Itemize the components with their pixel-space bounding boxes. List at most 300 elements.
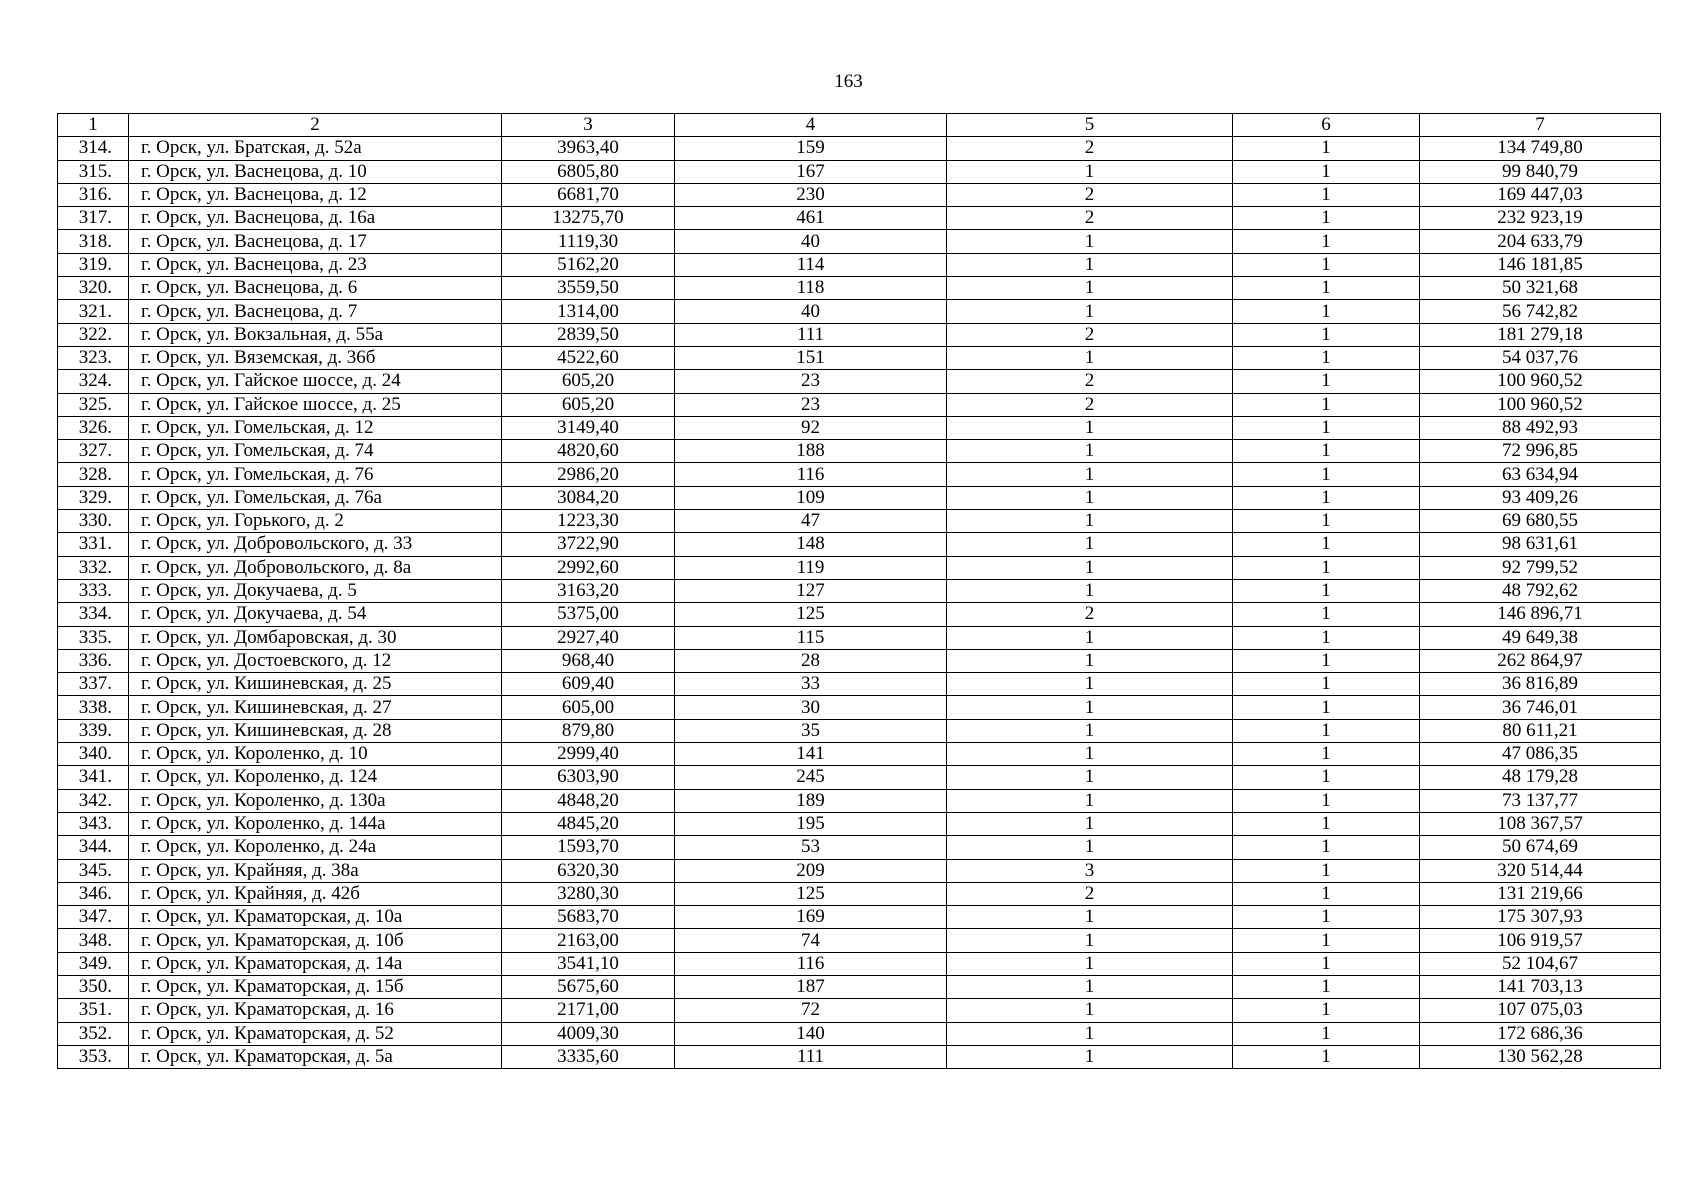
col6-cell: 1	[1233, 999, 1420, 1022]
row-number-cell: 337.	[58, 673, 129, 696]
area-cell: 6320,30	[502, 859, 675, 882]
area-cell: 968,40	[502, 649, 675, 672]
row-number-cell: 330.	[58, 510, 129, 533]
address-cell: г. Орск, ул. Гомельская, д. 76а	[129, 486, 502, 509]
amount-cell: 108 367,57	[1420, 812, 1661, 835]
area-cell: 3541,10	[502, 952, 675, 975]
amount-cell: 99 840,79	[1420, 160, 1661, 183]
col6-cell: 1	[1233, 183, 1420, 206]
amount-cell: 80 611,21	[1420, 719, 1661, 742]
col5-cell: 2	[947, 393, 1233, 416]
area-cell: 1314,00	[502, 300, 675, 323]
residents-cell: 127	[675, 579, 947, 602]
address-cell: г. Орск, ул. Докучаева, д. 5	[129, 579, 502, 602]
residents-cell: 30	[675, 696, 947, 719]
table-row	[58, 370, 1661, 393]
residents-cell: 111	[675, 1045, 947, 1068]
table-row	[58, 160, 1661, 183]
residents-cell: 23	[675, 393, 947, 416]
table-row	[58, 836, 1661, 859]
area-cell: 3163,20	[502, 579, 675, 602]
col5-cell: 1	[947, 929, 1233, 952]
area-cell: 4522,60	[502, 346, 675, 369]
row-number-cell: 332.	[58, 556, 129, 579]
area-cell: 2986,20	[502, 463, 675, 486]
col6-cell: 1	[1233, 882, 1420, 905]
amount-cell: 56 742,82	[1420, 300, 1661, 323]
area-cell: 879,80	[502, 719, 675, 742]
col5-cell: 1	[947, 743, 1233, 766]
address-cell: г. Орск, ул. Короленко, д. 10	[129, 743, 502, 766]
residents-cell: 111	[675, 323, 947, 346]
residents-cell: 92	[675, 416, 947, 439]
row-number-cell: 316.	[58, 183, 129, 206]
row-number-cell: 334.	[58, 603, 129, 626]
address-cell: г. Орск, ул. Добровольского, д. 33	[129, 533, 502, 556]
address-cell: г. Орск, ул. Васнецова, д. 10	[129, 160, 502, 183]
area-cell: 13275,70	[502, 207, 675, 230]
col6-cell: 1	[1233, 137, 1420, 160]
address-cell: г. Орск, ул. Краматорская, д. 10б	[129, 929, 502, 952]
amount-cell: 73 137,77	[1420, 789, 1661, 812]
residents-cell: 169	[675, 906, 947, 929]
amount-cell: 49 649,38	[1420, 626, 1661, 649]
address-cell: г. Орск, ул. Васнецова, д. 12	[129, 183, 502, 206]
residents-cell: 125	[675, 603, 947, 626]
residents-cell: 72	[675, 999, 947, 1022]
area-cell: 5675,60	[502, 975, 675, 998]
address-cell: г. Орск, ул. Васнецова, д. 23	[129, 253, 502, 276]
residents-cell: 167	[675, 160, 947, 183]
row-number-cell: 314.	[58, 137, 129, 160]
residents-cell: 461	[675, 207, 947, 230]
col6-cell: 1	[1233, 393, 1420, 416]
residents-cell: 118	[675, 277, 947, 300]
amount-cell: 146 896,71	[1420, 603, 1661, 626]
address-cell: г. Орск, ул. Гайское шоссе, д. 24	[129, 370, 502, 393]
row-number-cell: 315.	[58, 160, 129, 183]
area-cell: 2171,00	[502, 999, 675, 1022]
amount-cell: 175 307,93	[1420, 906, 1661, 929]
residents-cell: 115	[675, 626, 947, 649]
address-cell: г. Орск, ул. Вяземская, д. 36б	[129, 346, 502, 369]
area-cell: 605,20	[502, 393, 675, 416]
residents-cell: 159	[675, 137, 947, 160]
col5-cell: 1	[947, 836, 1233, 859]
row-number-cell: 333.	[58, 579, 129, 602]
amount-cell: 36 816,89	[1420, 673, 1661, 696]
column-header-2: 2	[129, 114, 502, 137]
table-row	[58, 975, 1661, 998]
address-cell: г. Орск, ул. Достоевского, д. 12	[129, 649, 502, 672]
address-cell: г. Орск, ул. Короленко, д. 24а	[129, 836, 502, 859]
amount-cell: 47 086,35	[1420, 743, 1661, 766]
amount-cell: 141 703,13	[1420, 975, 1661, 998]
row-number-cell: 353.	[58, 1045, 129, 1068]
area-cell: 1593,70	[502, 836, 675, 859]
col5-cell: 2	[947, 370, 1233, 393]
address-cell: г. Орск, ул. Крайняя, д. 42б	[129, 882, 502, 905]
col5-cell: 1	[947, 300, 1233, 323]
table-row	[58, 463, 1661, 486]
amount-cell: 169 447,03	[1420, 183, 1661, 206]
col5-cell: 1	[947, 999, 1233, 1022]
table-row	[58, 719, 1661, 742]
table-row	[58, 137, 1661, 160]
amount-cell: 98 631,61	[1420, 533, 1661, 556]
amount-cell: 100 960,52	[1420, 393, 1661, 416]
residents-cell: 187	[675, 975, 947, 998]
col5-cell: 2	[947, 603, 1233, 626]
row-number-cell: 343.	[58, 812, 129, 835]
amount-cell: 172 686,36	[1420, 1022, 1661, 1045]
amount-cell: 63 634,94	[1420, 463, 1661, 486]
amount-cell: 262 864,97	[1420, 649, 1661, 672]
address-cell: г. Орск, ул. Вокзальная, д. 55а	[129, 323, 502, 346]
row-number-cell: 320.	[58, 277, 129, 300]
page-number: 163	[834, 71, 863, 92]
table-header	[58, 114, 1661, 137]
col5-cell: 2	[947, 323, 1233, 346]
table-row	[58, 556, 1661, 579]
address-cell: г. Орск, ул. Кишиневская, д. 25	[129, 673, 502, 696]
amount-cell: 88 492,93	[1420, 416, 1661, 439]
table-row	[58, 510, 1661, 533]
table-row	[58, 183, 1661, 206]
col5-cell: 2	[947, 137, 1233, 160]
amount-cell: 131 219,66	[1420, 882, 1661, 905]
col5-cell: 1	[947, 766, 1233, 789]
col6-cell: 1	[1233, 952, 1420, 975]
area-cell: 3280,30	[502, 882, 675, 905]
row-number-cell: 336.	[58, 649, 129, 672]
address-cell: г. Орск, ул. Краматорская, д. 15б	[129, 975, 502, 998]
amount-cell: 50 321,68	[1420, 277, 1661, 300]
row-number-cell: 319.	[58, 253, 129, 276]
amount-cell: 93 409,26	[1420, 486, 1661, 509]
amount-cell: 100 960,52	[1420, 370, 1661, 393]
residents-cell: 40	[675, 230, 947, 253]
column-header-6: 6	[1233, 114, 1420, 137]
row-number-cell: 348.	[58, 929, 129, 952]
area-cell: 2927,40	[502, 626, 675, 649]
table-row	[58, 789, 1661, 812]
area-cell: 1223,30	[502, 510, 675, 533]
col6-cell: 1	[1233, 603, 1420, 626]
col6-cell: 1	[1233, 346, 1420, 369]
col5-cell: 1	[947, 579, 1233, 602]
col6-cell: 1	[1233, 510, 1420, 533]
column-header-4: 4	[675, 114, 947, 137]
address-cell: г. Орск, ул. Краматорская, д. 10а	[129, 906, 502, 929]
col5-cell: 1	[947, 696, 1233, 719]
area-cell: 2992,60	[502, 556, 675, 579]
residents-cell: 116	[675, 463, 947, 486]
col6-cell: 1	[1233, 812, 1420, 835]
address-cell: г. Орск, ул. Домбаровская, д. 30	[129, 626, 502, 649]
row-number-cell: 341.	[58, 766, 129, 789]
residents-cell: 141	[675, 743, 947, 766]
residents-cell: 33	[675, 673, 947, 696]
col6-cell: 1	[1233, 906, 1420, 929]
row-number-cell: 351.	[58, 999, 129, 1022]
row-number-cell: 329.	[58, 486, 129, 509]
col6-cell: 1	[1233, 743, 1420, 766]
area-cell: 2163,00	[502, 929, 675, 952]
col5-cell: 1	[947, 1045, 1233, 1068]
table-row	[58, 696, 1661, 719]
amount-cell: 48 792,62	[1420, 579, 1661, 602]
col5-cell: 1	[947, 789, 1233, 812]
col6-cell: 1	[1233, 836, 1420, 859]
col6-cell: 1	[1233, 929, 1420, 952]
col6-cell: 1	[1233, 416, 1420, 439]
residents-cell: 28	[675, 649, 947, 672]
row-number-cell: 344.	[58, 836, 129, 859]
amount-cell: 92 799,52	[1420, 556, 1661, 579]
address-cell: г. Орск, ул. Гомельская, д. 74	[129, 440, 502, 463]
row-number-cell: 350.	[58, 975, 129, 998]
col6-cell: 1	[1233, 230, 1420, 253]
col5-cell: 1	[947, 253, 1233, 276]
address-cell: г. Орск, ул. Короленко, д. 144а	[129, 812, 502, 835]
col6-cell: 1	[1233, 277, 1420, 300]
area-cell: 609,40	[502, 673, 675, 696]
amount-cell: 54 037,76	[1420, 346, 1661, 369]
col6-cell: 1	[1233, 207, 1420, 230]
table-row	[58, 1045, 1661, 1068]
amount-cell: 48 179,28	[1420, 766, 1661, 789]
residents-cell: 195	[675, 812, 947, 835]
address-cell: г. Орск, ул. Гомельская, д. 12	[129, 416, 502, 439]
col6-cell: 1	[1233, 975, 1420, 998]
col5-cell: 2	[947, 183, 1233, 206]
col5-cell: 1	[947, 906, 1233, 929]
col6-cell: 1	[1233, 323, 1420, 346]
residents-cell: 74	[675, 929, 947, 952]
col6-cell: 1	[1233, 579, 1420, 602]
col6-cell: 1	[1233, 253, 1420, 276]
table-row	[58, 579, 1661, 602]
residents-cell: 151	[675, 346, 947, 369]
address-cell: г. Орск, ул. Васнецова, д. 17	[129, 230, 502, 253]
amount-cell: 181 279,18	[1420, 323, 1661, 346]
area-cell: 3084,20	[502, 486, 675, 509]
row-number-cell: 339.	[58, 719, 129, 742]
row-number-cell: 338.	[58, 696, 129, 719]
table-row	[58, 1022, 1661, 1045]
col5-cell: 1	[947, 719, 1233, 742]
row-number-cell: 352.	[58, 1022, 129, 1045]
row-number-cell: 345.	[58, 859, 129, 882]
address-cell: г. Орск, ул. Краматорская, д. 14а	[129, 952, 502, 975]
address-cell: г. Орск, ул. Докучаева, д. 54	[129, 603, 502, 626]
address-cell: г. Орск, ул. Короленко, д. 130а	[129, 789, 502, 812]
area-cell: 4820,60	[502, 440, 675, 463]
col5-cell: 1	[947, 230, 1233, 253]
col6-cell: 1	[1233, 1022, 1420, 1045]
table-row	[58, 929, 1661, 952]
residents-cell: 189	[675, 789, 947, 812]
area-cell: 6681,70	[502, 183, 675, 206]
col5-cell: 1	[947, 346, 1233, 369]
residents-cell: 116	[675, 952, 947, 975]
area-cell: 6303,90	[502, 766, 675, 789]
area-cell: 5162,20	[502, 253, 675, 276]
col6-cell: 1	[1233, 486, 1420, 509]
address-cell: г. Орск, ул. Короленко, д. 124	[129, 766, 502, 789]
residents-cell: 125	[675, 882, 947, 905]
table-row	[58, 440, 1661, 463]
col6-cell: 1	[1233, 463, 1420, 486]
col6-cell: 1	[1233, 533, 1420, 556]
residents-cell: 114	[675, 253, 947, 276]
col5-cell: 2	[947, 882, 1233, 905]
area-cell: 2839,50	[502, 323, 675, 346]
table-row	[58, 323, 1661, 346]
area-cell: 1119,30	[502, 230, 675, 253]
col5-cell: 1	[947, 277, 1233, 300]
area-cell: 6805,80	[502, 160, 675, 183]
row-number-cell: 331.	[58, 533, 129, 556]
table-row	[58, 533, 1661, 556]
table-body	[58, 137, 1661, 1069]
residents-cell: 109	[675, 486, 947, 509]
amount-cell: 72 996,85	[1420, 440, 1661, 463]
col5-cell: 1	[947, 440, 1233, 463]
table-row	[58, 649, 1661, 672]
col5-cell: 1	[947, 626, 1233, 649]
col6-cell: 1	[1233, 673, 1420, 696]
address-cell: г. Орск, ул. Васнецова, д. 7	[129, 300, 502, 323]
area-cell: 3963,40	[502, 137, 675, 160]
residents-cell: 245	[675, 766, 947, 789]
area-cell: 4848,20	[502, 789, 675, 812]
col5-cell: 1	[947, 556, 1233, 579]
col6-cell: 1	[1233, 626, 1420, 649]
amount-cell: 130 562,28	[1420, 1045, 1661, 1068]
area-cell: 5375,00	[502, 603, 675, 626]
amount-cell: 36 746,01	[1420, 696, 1661, 719]
col6-cell: 1	[1233, 789, 1420, 812]
table-row	[58, 300, 1661, 323]
amount-cell: 320 514,44	[1420, 859, 1661, 882]
row-number-cell: 326.	[58, 416, 129, 439]
row-number-cell: 340.	[58, 743, 129, 766]
col6-cell: 1	[1233, 440, 1420, 463]
col5-cell: 1	[947, 812, 1233, 835]
col6-cell: 1	[1233, 719, 1420, 742]
row-number-cell: 324.	[58, 370, 129, 393]
column-header-3: 3	[502, 114, 675, 137]
residents-cell: 140	[675, 1022, 947, 1045]
area-cell: 5683,70	[502, 906, 675, 929]
col6-cell: 1	[1233, 300, 1420, 323]
area-cell: 3559,50	[502, 277, 675, 300]
row-number-cell: 342.	[58, 789, 129, 812]
residents-cell: 209	[675, 859, 947, 882]
col6-cell: 1	[1233, 859, 1420, 882]
col5-cell: 1	[947, 533, 1233, 556]
address-cell: г. Орск, ул. Васнецова, д. 16а	[129, 207, 502, 230]
housing-registry-table	[57, 113, 1661, 1069]
amount-cell: 232 923,19	[1420, 207, 1661, 230]
col5-cell: 1	[947, 1022, 1233, 1045]
address-cell: г. Орск, ул. Васнецова, д. 6	[129, 277, 502, 300]
address-cell: г. Орск, ул. Краматорская, д. 5а	[129, 1045, 502, 1068]
col6-cell: 1	[1233, 649, 1420, 672]
row-number-cell: 321.	[58, 300, 129, 323]
address-cell: г. Орск, ул. Краматорская, д. 16	[129, 999, 502, 1022]
col6-cell: 1	[1233, 696, 1420, 719]
col5-cell: 1	[947, 952, 1233, 975]
table-row	[58, 999, 1661, 1022]
area-cell: 605,20	[502, 370, 675, 393]
residents-cell: 40	[675, 300, 947, 323]
table-row	[58, 393, 1661, 416]
table-row	[58, 906, 1661, 929]
row-number-cell: 317.	[58, 207, 129, 230]
address-cell: г. Орск, ул. Крайняя, д. 38а	[129, 859, 502, 882]
col6-cell: 1	[1233, 556, 1420, 579]
area-cell: 2999,40	[502, 743, 675, 766]
amount-cell: 204 633,79	[1420, 230, 1661, 253]
area-cell: 4845,20	[502, 812, 675, 835]
residents-cell: 230	[675, 183, 947, 206]
col5-cell: 1	[947, 673, 1233, 696]
col5-cell: 1	[947, 160, 1233, 183]
row-number-cell: 328.	[58, 463, 129, 486]
row-number-cell: 318.	[58, 230, 129, 253]
col5-cell: 1	[947, 416, 1233, 439]
address-cell: г. Орск, ул. Гайское шоссе, д. 25	[129, 393, 502, 416]
residents-cell: 47	[675, 510, 947, 533]
table-row	[58, 859, 1661, 882]
table-row	[58, 346, 1661, 369]
residents-cell: 35	[675, 719, 947, 742]
amount-cell: 146 181,85	[1420, 253, 1661, 276]
col5-cell: 1	[947, 649, 1233, 672]
row-number-cell: 335.	[58, 626, 129, 649]
col6-cell: 1	[1233, 160, 1420, 183]
residents-cell: 53	[675, 836, 947, 859]
table-row	[58, 952, 1661, 975]
table-row	[58, 486, 1661, 509]
row-number-cell: 322.	[58, 323, 129, 346]
table-row	[58, 626, 1661, 649]
amount-cell: 106 919,57	[1420, 929, 1661, 952]
col6-cell: 1	[1233, 1045, 1420, 1068]
address-cell: г. Орск, ул. Кишиневская, д. 27	[129, 696, 502, 719]
amount-cell: 107 075,03	[1420, 999, 1661, 1022]
area-cell: 605,00	[502, 696, 675, 719]
column-header-1: 1	[58, 114, 129, 137]
address-cell: г. Орск, ул. Братская, д. 52а	[129, 137, 502, 160]
address-cell: г. Орск, ул. Краматорская, д. 52	[129, 1022, 502, 1045]
address-cell: г. Орск, ул. Гомельская, д. 76	[129, 463, 502, 486]
column-header-5: 5	[947, 114, 1233, 137]
residents-cell: 23	[675, 370, 947, 393]
table-row	[58, 416, 1661, 439]
row-number-cell: 325.	[58, 393, 129, 416]
table-row	[58, 766, 1661, 789]
table-row	[58, 253, 1661, 276]
residents-cell: 148	[675, 533, 947, 556]
table-row	[58, 207, 1661, 230]
amount-cell: 52 104,67	[1420, 952, 1661, 975]
table-row	[58, 743, 1661, 766]
col5-cell: 3	[947, 859, 1233, 882]
